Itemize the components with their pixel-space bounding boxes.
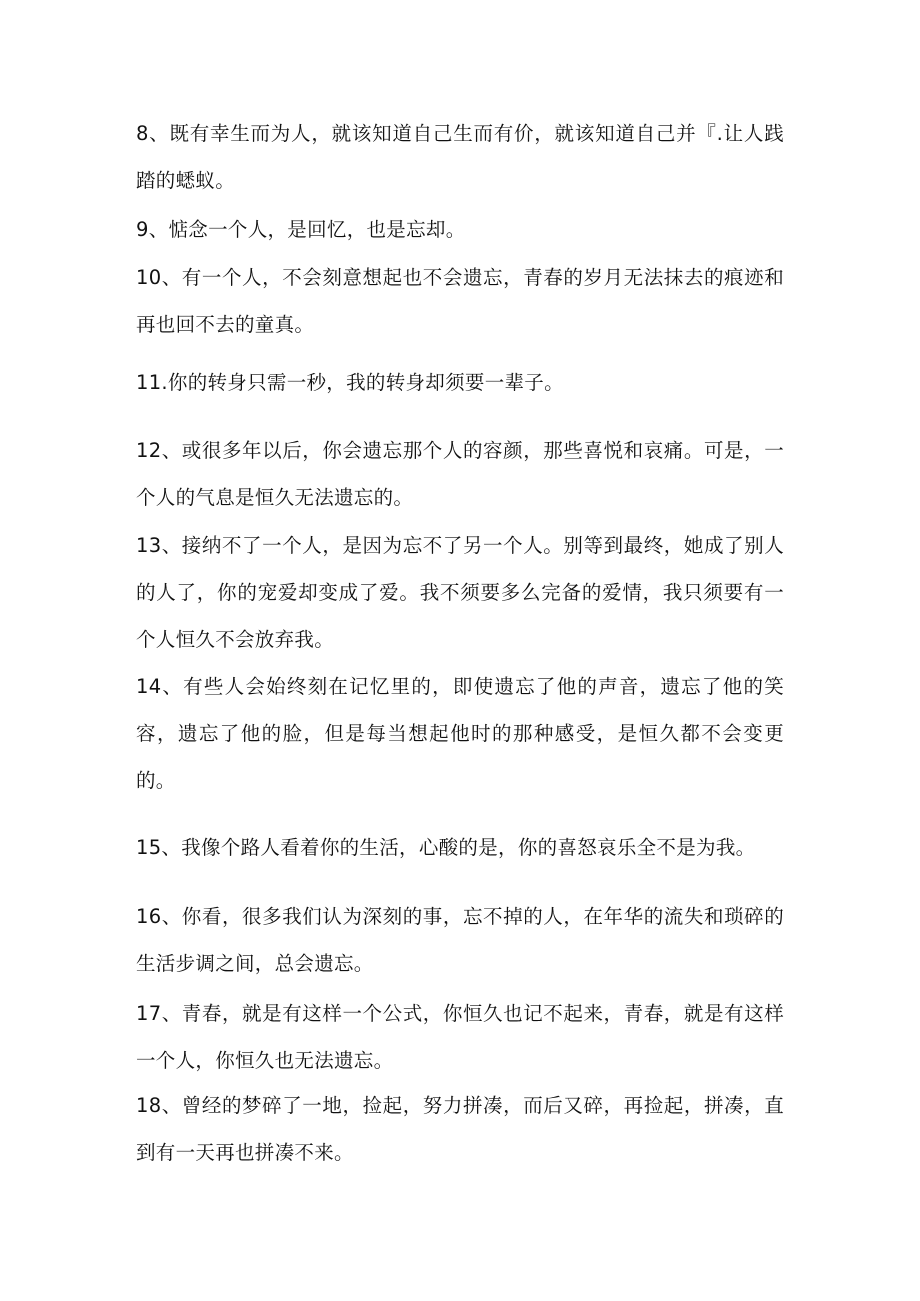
paragraph-17: 17、青春，就是有这样一个公式，你恒久也记不起来，青春，就是有这样一个人，你恒久也无法遗忘。: [136, 1002, 784, 1072]
paragraph-14: 14、有些人会始终刻在记忆里的，即使遗忘了他的声音，遗忘了他的笑容，遗忘了他的脸，但是每当想起他时的那种感受，是恒久都不会变更的。: [136, 675, 784, 792]
paragraph-15: 15、我像个路人看着你的生活，心酸的是，你的喜怒哀乐全不是为我。: [136, 836, 756, 859]
paragraph-13: 13、接纳不了一个人，是因为忘不了另一个人。别等到最终，她成了别人的人了，你的宠爱却变成了爱。我不须要多么完备的爱情，我只须要有一个人恒久不会放弃我。: [136, 534, 784, 651]
paragraph-10: 10、有一个人，不会刻意想起也不会遗忘，青春的岁月无法抹去的痕迹和再也回不去的童真。: [136, 266, 784, 336]
paragraph-8: 8、既有幸生而为人，就该知道自己生而有价，就该知道自己并『.让人践踏的蟋蚁。: [136, 122, 784, 192]
paragraph-11: 11.你的转身只需一秒，我的转身却须要一辈子。: [136, 371, 564, 394]
paragraph-18: 18、曾经的梦碎了一地，捡起，努力拼凑，而后又碎，再捡起，拼凑，直到有一天再也拼凑不来。: [136, 1094, 784, 1164]
paragraph-9: 9、惦念一个人，是回忆，也是忘却。: [136, 218, 466, 241]
paragraph-12: 12、或很多年以后，你会遗忘那个人的容颜，那些喜悦和哀痛。可是，一个人的气息是恒久无法遗忘的。: [136, 439, 784, 509]
paragraph-16: 16、你看，很多我们认为深刻的事，忘不掉的人，在年华的流失和琐碎的生活步调之间，总会遗忘。: [136, 905, 784, 975]
